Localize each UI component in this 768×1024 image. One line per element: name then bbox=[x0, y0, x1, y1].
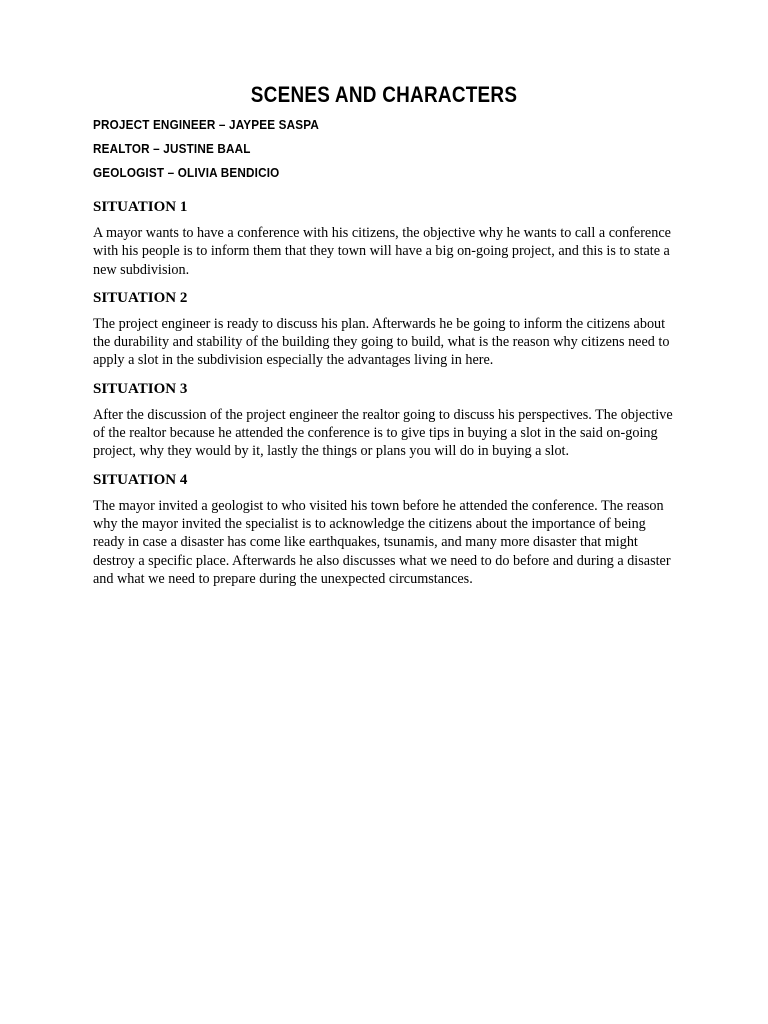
situation-text: The mayor invited a geologist to who visited his town before he attended the conference. The reason why the mayor invited the specialist is to acknowledge the citizens about the importance of being ready in case a disaster has come like earthquakes, tsunamis, and many more disaster that might destroy a specific place. Afterwards he also discusses what we need to do before and during a disaster and what we need to prepare during the unexpected circumstances. bbox=[93, 497, 671, 587]
character-project-engineer: PROJECT ENGINEER – JAYPEE SASPA bbox=[93, 117, 320, 132]
document-content bbox=[93, 116, 675, 588]
situation-3 bbox=[93, 380, 675, 461]
situation-heading: SITUATION 2 bbox=[93, 289, 188, 306]
character-realtor: REALTOR – JUSTINE BAAL bbox=[93, 141, 251, 156]
character-geologist: GEOLOGIST – OLIVIA BENDICIO bbox=[93, 165, 280, 180]
situation-4 bbox=[93, 471, 675, 588]
situation-heading: SITUATION 4 bbox=[93, 471, 188, 488]
situation-2 bbox=[93, 289, 675, 370]
situation-text: A mayor wants to have a conference with his citizens, the objective why he wants to call a conference with his people is to inform them that they town will have a big on-going project, and this is to state a new subdivision. bbox=[93, 225, 671, 278]
situation-text: The project engineer is ready to discuss his plan. Afterwards he be going to inform the citizens about the durability and stability of the building they going to build, what is the reason why citizens need to apply a slot in the subdivision especially the advantages living in here. bbox=[93, 315, 670, 369]
document-title: SCENES AND CHARACTERS bbox=[250, 82, 518, 107]
situation-heading: SITUATION 3 bbox=[93, 380, 188, 397]
situation-1 bbox=[93, 198, 675, 279]
character-list bbox=[93, 116, 675, 182]
situation-text: After the discussion of the project engineer the realtor going to discuss his perspectives. The objective of the realtor because he attended the conference is to give tips in buying a slot in the said on-going project, why they would by it, lastly the things or plans you will do in buying a slot. bbox=[93, 406, 673, 460]
situation-heading: SITUATION 1 bbox=[93, 199, 188, 215]
